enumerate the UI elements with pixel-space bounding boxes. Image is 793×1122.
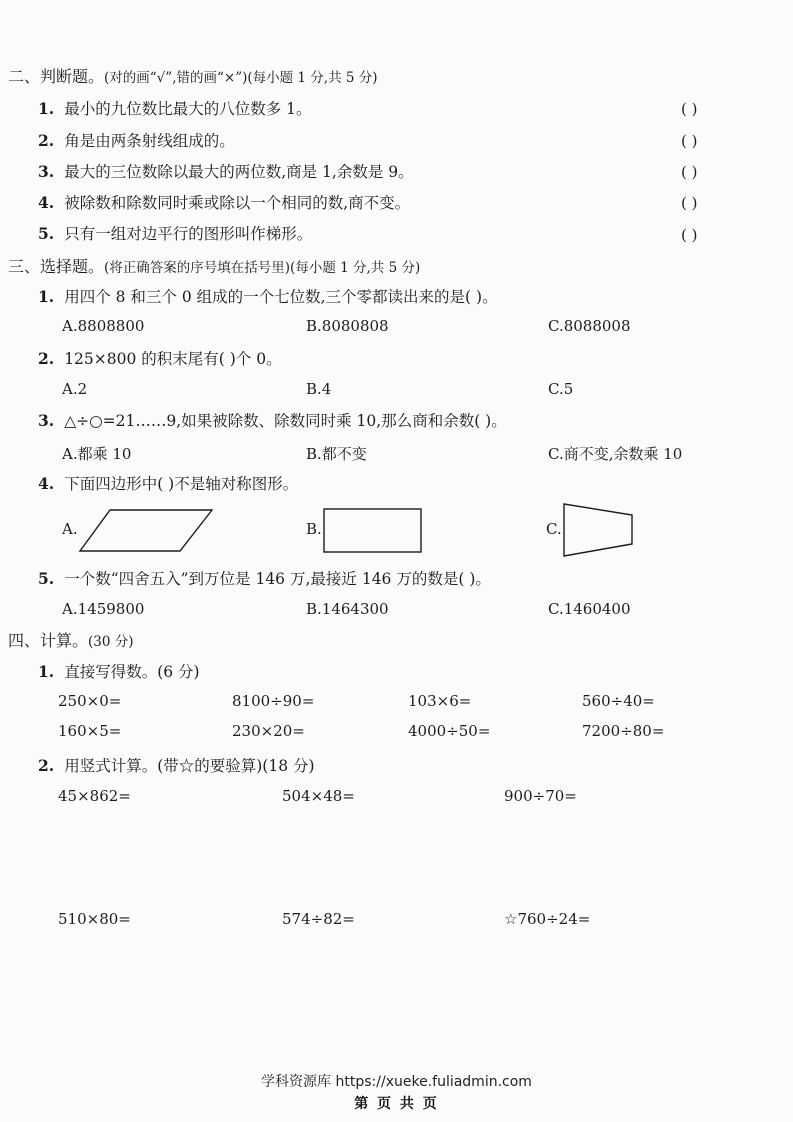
section-note: (对的画“√”,错的画“×”)(每小题 1 分,共 5 分) [104,70,378,86]
question-text: 用四个 8 和三个 0 组成的一个七位数,三个零都读出来的是( )。 [64,288,498,306]
option-a: A. [62,520,78,538]
section-note: (30 分) [88,634,134,650]
question-number: 4. [38,474,55,493]
calc-item: 230×20= [232,722,305,740]
section-title: 四、计算。 [8,631,89,650]
question-text: 直接写得数。(6 分) [64,663,200,681]
section-2-heading [8,64,378,87]
question-number: 4. [38,193,55,212]
calc-item: 4000÷50= [408,722,491,740]
section-title: 三、选择题。 [8,257,105,276]
choice-question-1 [38,285,498,307]
judge-question-2 [38,129,235,151]
option-a: A.都乘 10 [62,445,132,463]
judge-question-5 [38,222,312,244]
rectangle-shape [322,507,424,555]
question-number: 2. [38,756,55,775]
calc-part-1 [38,660,200,682]
calc-item: 103×6= [408,692,472,710]
calc-item: 45×862= [58,787,131,805]
option-b: B.4 [306,380,332,398]
question-number: 3. [38,411,55,430]
choice-question-3 [38,409,507,431]
judge-question-4 [38,191,410,213]
trapezoid-shape [560,501,636,559]
answer-parentheses[interactable]: ( ) [681,132,698,150]
calc-item: 560÷40= [582,692,655,710]
question-number: 3. [38,162,55,181]
choice-question-2 [38,347,282,369]
answer-parentheses[interactable]: ( ) [681,100,698,118]
answer-parentheses[interactable]: ( ) [681,163,698,181]
answer-parentheses[interactable]: ( ) [681,226,698,244]
calc-item: 900÷70= [504,787,577,805]
question-text: 125×800 的积末尾有( )个 0。 [64,350,282,368]
source-footer: 学科资源库 https://xueke.fuliadmin.com [261,1074,532,1090]
question-number: 5. [38,569,55,588]
calc-part-2 [38,754,315,776]
question-number: 2. [38,349,55,368]
question-text: 用竖式计算。(带☆的要验算)(18 分) [64,757,315,775]
question-number: 5. [38,224,55,243]
question-text: 最大的三位数除以最大的两位数,商是 1,余数是 9。 [64,163,414,181]
option-a: A.1459800 [62,600,145,618]
option-c: C.5 [548,380,574,398]
judge-question-3 [38,160,414,182]
section-4-heading [8,628,134,651]
question-text: 角是由两条射线组成的。 [64,132,235,150]
question-number: 2. [38,131,55,150]
option-b: B. [306,520,322,538]
parallelogram-shape [78,508,218,554]
section-title: 二、判断题。 [8,67,105,86]
calc-item: 250×0= [58,692,122,710]
option-c: C. [546,520,562,538]
calc-item: ☆760÷24= [504,910,591,928]
question-number: 1. [38,99,55,118]
page-footer: 第 页 共 页 [354,1096,439,1112]
question-text: 被除数和除数同时乘或除以一个相同的数,商不变。 [64,194,411,212]
section-3-heading [8,254,420,277]
question-text: 下面四边形中( )不是轴对称图形。 [64,475,299,493]
option-c: C.8088008 [548,317,631,335]
option-b: B.1464300 [306,600,389,618]
option-a: A.2 [62,380,88,398]
calc-item: 160×5= [58,722,122,740]
choice-question-4 [38,472,298,494]
calc-item: 7200÷80= [582,722,665,740]
answer-parentheses[interactable]: ( ) [681,194,698,212]
question-number: 1. [38,662,55,681]
calc-item: 504×48= [282,787,355,805]
option-c: C.商不变,余数乘 10 [548,445,683,463]
question-text: 最小的九位数比最大的八位数多 1。 [64,100,312,118]
option-b: B.8080808 [306,317,389,335]
calc-item: 574÷82= [282,910,355,928]
section-note: (将正确答案的序号填在括号里)(每小题 1 分,共 5 分) [104,260,421,276]
option-c: C.1460400 [548,600,631,618]
question-text: 只有一组对边平行的图形叫作梯形。 [64,225,313,243]
judge-question-1 [38,97,311,119]
question-number: 1. [38,287,55,306]
choice-question-5 [38,567,491,589]
calc-item: 510×80= [58,910,131,928]
option-b: B.都不变 [306,445,367,463]
calc-item: 8100÷90= [232,692,315,710]
question-text: △÷○=21……9,如果被除数、除数同时乘 10,那么商和余数( )。 [64,412,507,430]
option-a: A.8808800 [62,317,145,335]
question-text: 一个数“四舍五入”到万位是 146 万,最接近 146 万的数是( )。 [64,570,491,588]
